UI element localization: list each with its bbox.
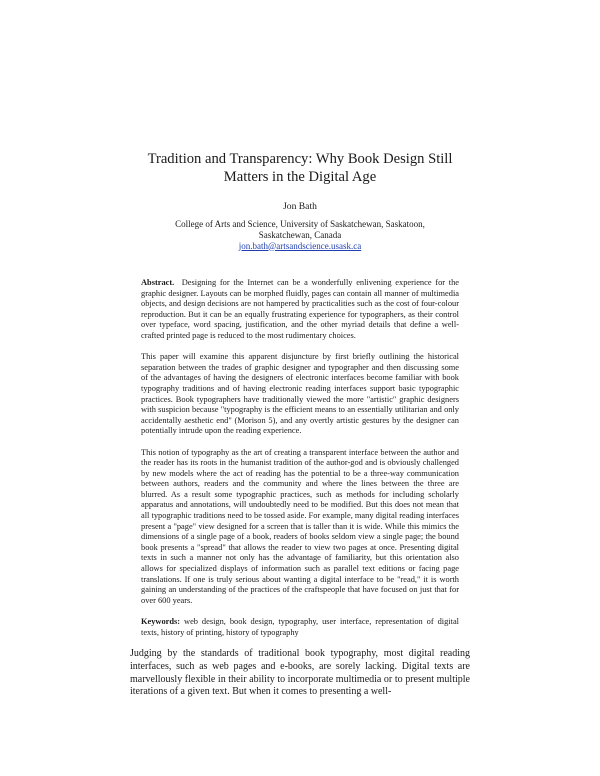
body-paragraph-1: Judging by the standards of traditional book typography, most digital reading interfaces, such as web pages and e-books, are sorely lacking. Digital texts are marvellously flexible in their ability to incorporate multimedia or to present multiple iterations of a given text. But when it comes to presenting a well- bbox=[130, 648, 470, 698]
abstract-paragraph-1 bbox=[141, 278, 459, 342]
affiliation-line-2: Saskatchewan, Canada bbox=[258, 229, 342, 240]
abstract-text-1: Designing for the Internet can be a wonderfully enlivening experience for the graphic designer. Layouts can be morphed fluidly, pages can contain all manner of multimedia objects, and design decisions are not hampered by practicalities such as the cost of four-colour reproduction. But it can be an equally frustrating experience for typographers, as their control over typeface, word spacing, justification, and the other myriad details that define a well-crafted printed page is reduced to the most rudimentary choices. bbox=[141, 278, 460, 340]
affiliation-line-1: College of Arts and Science, University of Saskatchewan, Saskatoon, bbox=[175, 219, 425, 229]
paper-title bbox=[120, 150, 480, 186]
keywords-paragraph bbox=[141, 617, 459, 638]
keywords-text: web design, book design, typography, user interface, representation of digital texts, history of printing, history of typography bbox=[141, 617, 460, 637]
abstract-paragraph-2: This paper will examine this apparent disjuncture by first briefly outlining the historical separation between the trades of graphic designer and typographer and then discussing some of the advantages of having the designers of electronic interfaces become familiar with book typography traditions and of having electronic reading interfaces support basic typographic practices. Book typographers have traditionally viewed the more "artistic" graphic designers with suspicion because "typography is the efficient means to an essentially utilitarian and only accidentally aesthetic end" (Morison 5), and any overtly artistic gestures by the designer can potentially intrude upon the reading experience. bbox=[141, 352, 459, 436]
author-name: Jon Bath bbox=[283, 201, 317, 212]
abstract-paragraph-3: This notion of typography as the art of creating a transparent interface between the author and the reader has its roots in the humanist tradition of the author-god and is obviously challenged by new models where the act of reading has the potential to be a three-way communication between authors, readers and the community and where the lines between the three are blurred. As a result some typographic practices, such as methods for including scholarly apparatus and annotations, will undoubtedly need to be modified. But this does not mean that all typographic traditions need to be tossed aside. For example, many digital reading interfaces present a "page" view designed for a screen that is taller than it is wide. While this mimics the dimensions of a single page of a book, readers of books seldom view a single page; the bound book presents a "spread" that allows the reader to view two pages at once. Presenting digital texts in such a manner not only has the advantage of familiarity, but this orientation also allows for specialized displays of information such as parallel text editions or facing page translations. If one is truly serious about wanting a digital interface to be "read," it is worth gaining an understanding of the practices of the craftspeople that have focused on just that for over 600 years. bbox=[141, 447, 459, 605]
keywords-label: Keywords: bbox=[141, 617, 181, 626]
author-affiliation bbox=[150, 219, 450, 251]
title-line-1: Tradition and Transparency: Why Book Design Still bbox=[147, 151, 453, 167]
abstract-section bbox=[141, 278, 459, 649]
title-line-2: Matters in the Digital Age bbox=[223, 169, 377, 185]
author-email-link[interactable]: jon.bath@artsandscience.usask.ca bbox=[238, 240, 362, 251]
abstract-label: Abstract. bbox=[141, 278, 175, 287]
